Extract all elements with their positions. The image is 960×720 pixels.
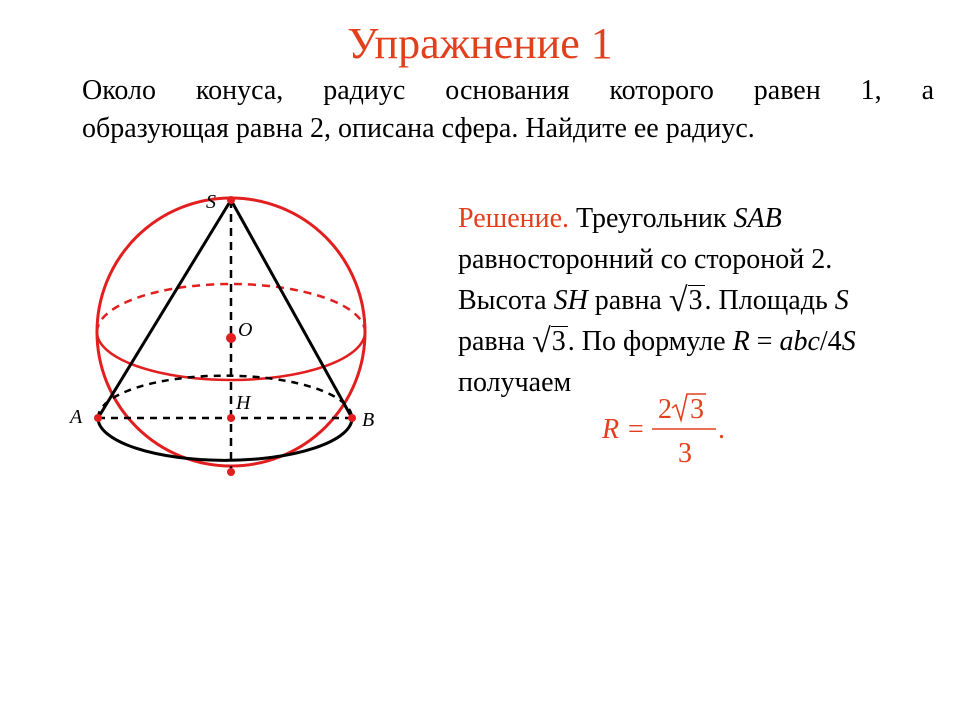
result-formula bbox=[602, 392, 762, 472]
result-num-coef: 2 bbox=[658, 394, 672, 425]
solution-text-4b: . По формуле bbox=[567, 326, 733, 357]
solution-label: Решение. bbox=[458, 203, 570, 234]
formula-s: S bbox=[841, 326, 856, 357]
label-b: B bbox=[362, 409, 375, 431]
solution-line-1 bbox=[458, 198, 928, 239]
generatrix-sb bbox=[231, 200, 352, 418]
solution-text-4a: равна bbox=[458, 326, 533, 357]
solution-line-2: равносторонний со стороной 2. bbox=[458, 244, 833, 275]
sqrt-three-2 bbox=[532, 321, 568, 362]
generatrix-sa bbox=[98, 200, 231, 418]
cone-sphere-diagram bbox=[60, 180, 400, 505]
solution-text bbox=[458, 198, 928, 403]
point-s bbox=[227, 196, 235, 204]
result-formula-svg bbox=[602, 392, 762, 472]
formula-r: R bbox=[732, 326, 750, 357]
problem-statement bbox=[82, 72, 934, 148]
solution-line-4 bbox=[458, 321, 928, 362]
height-name: SH bbox=[553, 285, 588, 316]
result-num-rad: 3 bbox=[690, 394, 704, 425]
sqrt-sign-icon: √ bbox=[668, 282, 688, 319]
formula-slash: /4 bbox=[819, 326, 842, 357]
sqrt-radicand: 3 bbox=[551, 326, 566, 357]
formula-eq: = bbox=[749, 326, 780, 357]
label-a: A bbox=[70, 406, 83, 428]
problem-line-2: образующая равна 2, описана сфера. Найдите ее радиус. bbox=[82, 113, 755, 144]
triangle-name: SAB bbox=[733, 203, 782, 234]
result-period: . bbox=[718, 414, 725, 445]
point-b bbox=[348, 414, 356, 422]
area-name: S bbox=[834, 285, 849, 316]
label-s: S bbox=[206, 191, 216, 213]
label-h: H bbox=[236, 392, 251, 414]
sqrt-sign-icon: √ bbox=[532, 323, 551, 360]
point-h bbox=[227, 414, 235, 422]
formula-abc: abc bbox=[779, 326, 820, 357]
result-lhs: R = bbox=[602, 414, 645, 445]
solution-text-3a: Высота bbox=[458, 285, 554, 316]
point-a bbox=[94, 414, 102, 422]
label-o: O bbox=[238, 319, 253, 341]
solution-line-3 bbox=[458, 280, 928, 321]
problem-line-1: Около конуса, радиус основания которого равен 1, а bbox=[82, 75, 934, 106]
slide-title: Упражнение 1 bbox=[347, 19, 613, 68]
solution-text-1: Треугольник bbox=[569, 203, 734, 234]
sqrt-three-1 bbox=[669, 280, 705, 321]
solution-text-3b: равна bbox=[587, 285, 669, 316]
solution-text-3c: . Площадь bbox=[704, 285, 835, 316]
point-bottom bbox=[227, 468, 235, 476]
point-o bbox=[226, 333, 236, 343]
solution-line-5: получаем bbox=[458, 367, 572, 398]
geometry-figure bbox=[60, 180, 400, 500]
sqrt-radicand: 3 bbox=[688, 285, 703, 316]
result-den: 3 bbox=[678, 438, 692, 469]
cone-base-back bbox=[98, 376, 352, 418]
